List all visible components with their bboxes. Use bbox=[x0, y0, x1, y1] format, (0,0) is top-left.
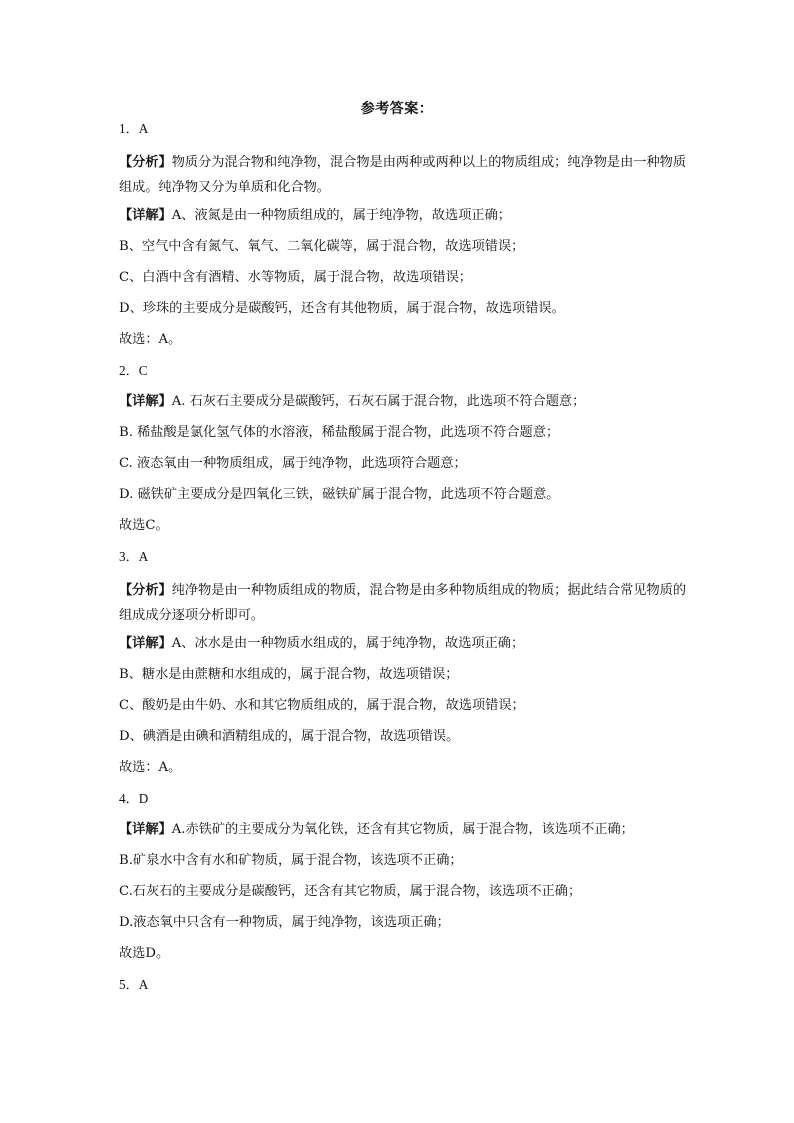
question-number bbox=[119, 789, 689, 809]
line-text: 纯净物是由一种物质组成的物质，混合物是由多种物质组成的物质；据此结合常见物质的组成成分逐项分析即可。 bbox=[119, 583, 687, 623]
answer-line bbox=[119, 696, 689, 716]
line-text: 故选D。 bbox=[119, 946, 170, 961]
answer-line bbox=[119, 944, 689, 964]
answer-line bbox=[119, 516, 689, 536]
section-tag: 【分析】 bbox=[119, 155, 172, 170]
answer-line bbox=[119, 578, 689, 628]
section-tag: 【详解】 bbox=[119, 636, 172, 651]
question-number bbox=[119, 361, 689, 381]
answer-line bbox=[119, 392, 689, 412]
answer-line bbox=[119, 758, 689, 778]
answer-line bbox=[119, 820, 689, 840]
answer-line bbox=[119, 206, 689, 226]
line-text: 4．D bbox=[119, 791, 149, 806]
section-tag: 【分析】 bbox=[119, 583, 172, 598]
answer-line bbox=[119, 634, 689, 654]
line-text: 物质分为混合物和纯净物，混合物是由两种或两种以上的物质组成；纯净物是由一种物质组成。纯净物又分为单质和化合物。 bbox=[119, 155, 687, 195]
line-text: A. 石灰石主要成分是碳酸钙，石灰石属于混合物，此选项不符合题意； bbox=[171, 394, 586, 409]
page-title: 参考答案： bbox=[360, 101, 434, 117]
answer-line bbox=[119, 237, 689, 257]
answer-line bbox=[119, 330, 689, 350]
question-number bbox=[119, 119, 689, 139]
answer-line bbox=[119, 150, 689, 200]
answer-line bbox=[119, 727, 689, 747]
answer-line bbox=[119, 665, 689, 685]
section-tag: 【详解】 bbox=[119, 208, 172, 223]
line-text: C、白酒中含有酒精、水等物质，属于混合物，故选项错误； bbox=[119, 270, 472, 285]
answer-line bbox=[119, 299, 689, 319]
line-text: A、液氮是由一种物质组成的，属于纯净物，故选项正确； bbox=[171, 208, 511, 223]
line-text: 故选：A。 bbox=[119, 332, 182, 347]
line-text: B.矿泉水中含有水和矿物质，属于混合物，该选项不正确； bbox=[119, 853, 463, 868]
question-number bbox=[119, 547, 689, 567]
line-text: B、糖水是由蔗糖和水组成的，属于混合物，故选项错误； bbox=[119, 667, 459, 682]
answer-line bbox=[119, 913, 689, 933]
line-text: D、珍珠的主要成分是碳酸钙，还含有其他物质，属于混合物，故选项错误。 bbox=[119, 301, 565, 316]
answer-line bbox=[119, 454, 689, 474]
line-text: 2．C bbox=[119, 363, 148, 378]
answer-line bbox=[119, 268, 689, 288]
answer-line bbox=[119, 423, 689, 443]
line-text: 故选C。 bbox=[119, 518, 169, 533]
line-text: 3．A bbox=[119, 549, 149, 564]
answer-line bbox=[119, 485, 689, 505]
line-text: 1．A bbox=[119, 121, 149, 136]
question-number bbox=[119, 975, 689, 995]
line-text: D、碘酒是由碘和酒精组成的，属于混合物，故选项错误。 bbox=[119, 729, 460, 744]
line-text: C.石灰石的主要成分是碳酸钙，还含有其它物质，属于混合物，该选项不正确； bbox=[119, 884, 582, 899]
answer-line bbox=[119, 882, 689, 902]
line-text: D. 磁铁矿主要成分是四氧化三铁，磁铁矿属于混合物，此选项不符合题意。 bbox=[119, 487, 560, 502]
line-text: C、酸奶是由牛奶、水和其它物质组成的，属于混合物，故选项错误； bbox=[119, 698, 525, 713]
line-text: 5．A bbox=[119, 977, 149, 992]
line-text: C. 液态氧由一种物质组成，属于纯净物，此选项符合题意； bbox=[119, 456, 467, 471]
section-tag: 【详解】 bbox=[119, 822, 172, 837]
answer-line bbox=[119, 851, 689, 871]
line-text: D.液态氧中只含有一种物质，属于纯净物，该选项正确； bbox=[119, 915, 450, 930]
line-text: B. 稀盐酸是氯化氢气体的水溶液，稀盐酸属于混合物，此选项不符合题意； bbox=[119, 425, 560, 440]
line-text: B、空气中含有氮气、氧气、二氧化碳等，属于混合物，故选项错误； bbox=[119, 239, 525, 254]
line-text: A.赤铁矿的主要成分为氧化铁，还含有其它物质，属于混合物，该选项不正确； bbox=[171, 822, 634, 837]
line-text: 故选：A。 bbox=[119, 760, 182, 775]
answer-content bbox=[119, 119, 689, 1006]
line-text: A、冰水是由一种物质水组成的，属于纯净物，故选项正确； bbox=[171, 636, 525, 651]
section-tag: 【详解】 bbox=[119, 394, 172, 409]
